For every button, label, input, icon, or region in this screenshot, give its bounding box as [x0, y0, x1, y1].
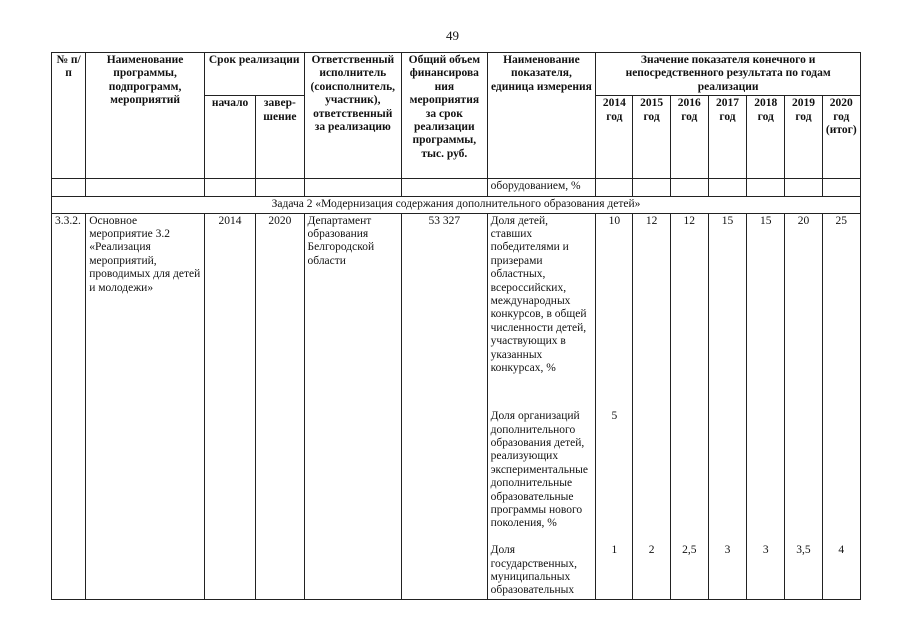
header-name: Наименование программы, подпрограмм, мероприятий — [86, 53, 205, 179]
indicator-name: Доля государственных, муниципальных образовательных — [487, 543, 596, 599]
header-year: 2015 год — [633, 96, 670, 179]
indicator-value: 2 — [633, 543, 670, 599]
cell-empty — [256, 179, 304, 197]
cell-empty — [596, 179, 633, 197]
header-indicator: Наименование показателя, единица измерения — [487, 53, 596, 179]
indicator-value — [633, 409, 670, 543]
header-year: 2020 год (итог) — [822, 96, 860, 179]
cell-empty — [708, 179, 746, 197]
header-year: 2017 год — [708, 96, 746, 179]
activity-start: 2014 — [204, 213, 255, 599]
indicator-value: 12 — [633, 213, 670, 409]
header-year: 2018 год — [747, 96, 785, 179]
cell-empty — [304, 179, 402, 197]
indicator-value: 3 — [747, 543, 785, 599]
activity-financing: 53 327 — [402, 213, 488, 599]
indicator-value: 20 — [785, 213, 822, 409]
indicator-value — [822, 409, 860, 543]
indicator-name: Доля детей, ставших победителями и призерами областных, всероссийских, международных конкурсов, в общей численности детей, участвующих в указанных конкурсах, % — [487, 213, 596, 409]
page-number: 49 — [446, 28, 459, 43]
header-year: 2016 год — [670, 96, 708, 179]
header-period: Срок реализации — [204, 53, 304, 96]
header-values-title: Значение показателя конечного и непосредственного результата по годам реализации — [596, 53, 861, 96]
indicator-value: 25 — [822, 213, 860, 409]
header-year: 2019 год — [785, 96, 822, 179]
indicator-value: 5 — [596, 409, 633, 543]
cell-empty — [402, 179, 488, 197]
header-period-start: начало — [204, 96, 255, 179]
indicator-value: 4 — [822, 543, 860, 599]
cell-empty — [86, 179, 205, 197]
cell-empty — [785, 179, 822, 197]
activity-responsible: Департамент образования Белгородской области — [304, 213, 402, 599]
program-table — [51, 52, 861, 600]
cell-empty — [670, 179, 708, 197]
indicator-value: 15 — [747, 213, 785, 409]
indicator-value: 2,5 — [670, 543, 708, 599]
cell-empty — [52, 179, 86, 197]
indicator-value: 1 — [596, 543, 633, 599]
indicator-value — [747, 409, 785, 543]
cell-empty — [747, 179, 785, 197]
header-period-end: завер-шение — [256, 96, 304, 179]
header-year: 2014 год — [596, 96, 633, 179]
indicator-value — [785, 409, 822, 543]
cell-empty — [822, 179, 860, 197]
header-responsible: Ответственный исполнитель (соисполнитель, участник), ответственный за реализацию — [304, 53, 402, 179]
indicator-name: Доля организаций дополнительного образования детей, реализующих экспериментальные дополнительные образовательные программы нового поколения, % — [487, 409, 596, 543]
indicator-value: 3 — [708, 543, 746, 599]
continuation-indicator: оборудованием, % — [487, 179, 596, 197]
indicator-value — [708, 409, 746, 543]
header-num: № п/п — [52, 53, 86, 179]
header-financing: Общий объем финансирова ния мероприятия за срок реализации программы, тыс. руб. — [402, 53, 488, 179]
indicator-value — [670, 409, 708, 543]
indicator-value: 10 — [596, 213, 633, 409]
task-row: Задача 2 «Модернизация содержания дополнительного образования детей» — [52, 197, 861, 213]
indicator-value: 3,5 — [785, 543, 822, 599]
cell-empty — [633, 179, 670, 197]
activity-end: 2020 — [256, 213, 304, 599]
activity-num: 3.3.2. — [52, 213, 86, 599]
indicator-value: 12 — [670, 213, 708, 409]
cell-empty — [204, 179, 255, 197]
indicator-value: 15 — [708, 213, 746, 409]
activity-name: Основное мероприятие 3.2 «Реализация мероприятий, проводимых для детей и молодежи» — [86, 213, 205, 599]
